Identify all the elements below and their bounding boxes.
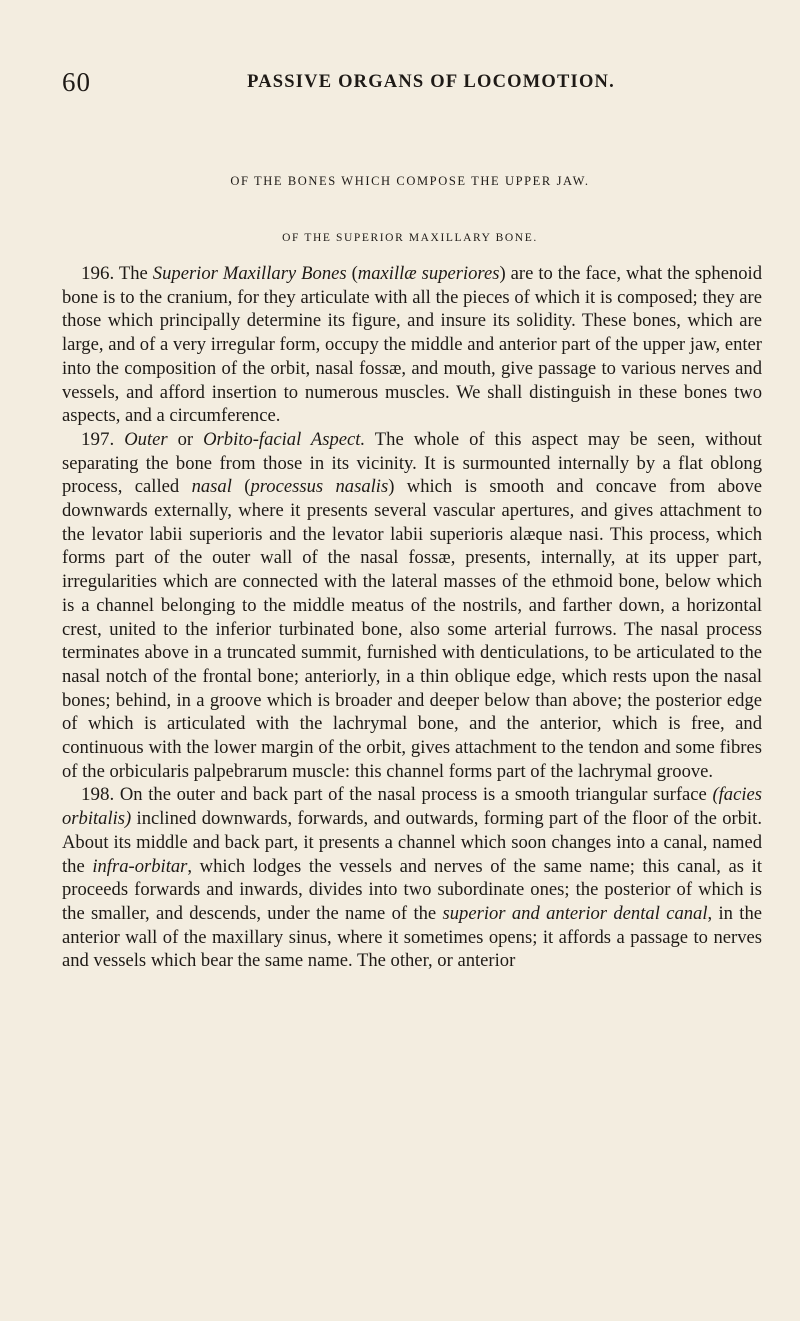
italic-term: superior and anterior dental canal (442, 902, 708, 924)
text-run: , which lodges the vessels and nerves of the same name; this canal, as it proceeds forwards and inwards, divides into two subordinate ones; the posterior of which is the smaller, and descends, under the name of the (62, 855, 762, 924)
page-number: 60 (62, 67, 91, 97)
text-run: , in the anterior wall of the maxillary sinus, where it sometimes opens; it affords a passage to nerves and vessels which bear the same name. The other, or anterior (62, 902, 762, 972)
text-run: ) which is smooth and concave from above downwards externally, where it presents several vascular apertures, and gives attachment to the levator labii superioris and the levator labii superioris alæque nasi. This process, which forms part of the outer wall of the nasal fossæ, presents, internally, at its upper part, irregularities which are connected with the lateral masses of the ethmoid bone, below which is a channel belonging to the middle meatus of the nostrils, and farther down, a horizontal crest, united to the inferior turbinated bone, also some arterial furrows. The nasal process terminates above in a truncated summit, furnished with denticulations, to be articulated to the nasal notch of the frontal bone; anteriorly, in a thin oblique edge, which rests upon the nasal bones; behind, in a groove which is broader and deeper below than above; the posterior edge of which is articulated with the lachrymal bone, and the anterior, which is free, and continuous with the lower margin of the orbit, gives attachment to the tendon and some fibres of the orbicularis palpebrarum muscle: this channel forms part of the lachrymal groove. (62, 476, 762, 782)
text-run: or (167, 428, 204, 450)
italic-term: maxillæ superiores (357, 263, 500, 284)
text-run: The (114, 263, 153, 284)
text-run: inclined downwards, forwards, and outwards, forming part of the floor of the orbit. About its middle and back part, it presents a channel which soon changes into a canal, named the (62, 808, 762, 877)
running-head (62, 62, 760, 102)
paragraph-198 (62, 783, 762, 973)
italic-term: (facies orbitalis) (62, 784, 762, 830)
text-run: ( (346, 263, 358, 284)
paragraph-196 (62, 262, 762, 428)
section-heading: OF THE BONES WHICH COMPOSE THE UPPER JAW. (230, 174, 590, 188)
paragraph-number: 197. (81, 428, 115, 450)
italic-term: Orbito-facial Aspect. (203, 428, 366, 450)
text-run: ( (231, 476, 251, 498)
paragraph-197 (62, 428, 762, 784)
paragraph-number: 198. (81, 784, 115, 806)
body-text (62, 262, 762, 973)
text-run: ) are to the face, what the sphenoid bone is to the cranium, for they articulate with all the pieces of which it is composed; they are those which principally determine its figure, and insure its solidity. These bones, which are large, and of a very irregular form, occupy the middle and anterior part of the upper jaw, enter into the composition of the orbit, nasal fossæ, and mouth, give passage to various nerves and vessels, and afford insertion to numerous muscles. We shall distinguish in these bones two aspects, and a circumference. (62, 263, 763, 427)
italic-term: Superior Maxillary Bones (152, 263, 347, 284)
italic-term: nasal (191, 476, 232, 498)
italic-term: processus nasalis (250, 476, 389, 498)
sub-heading: OF THE SUPERIOR MAXILLARY BONE. (282, 232, 538, 244)
text-run: The whole of this aspect may be seen, without separating the bone from those in its vicinity. It is surmounted internally by a flat oblong process, called (62, 428, 762, 498)
running-title: PASSIVE ORGANS OF LOCOMOTION. (247, 72, 615, 92)
text-run: On the outer and back part of the nasal process is a smooth triangular surface (114, 784, 713, 806)
italic-term: Outer (124, 428, 168, 450)
text-run (114, 429, 124, 450)
paragraph-number: 196. (81, 263, 115, 284)
italic-term: infra-orbitar (92, 855, 188, 877)
